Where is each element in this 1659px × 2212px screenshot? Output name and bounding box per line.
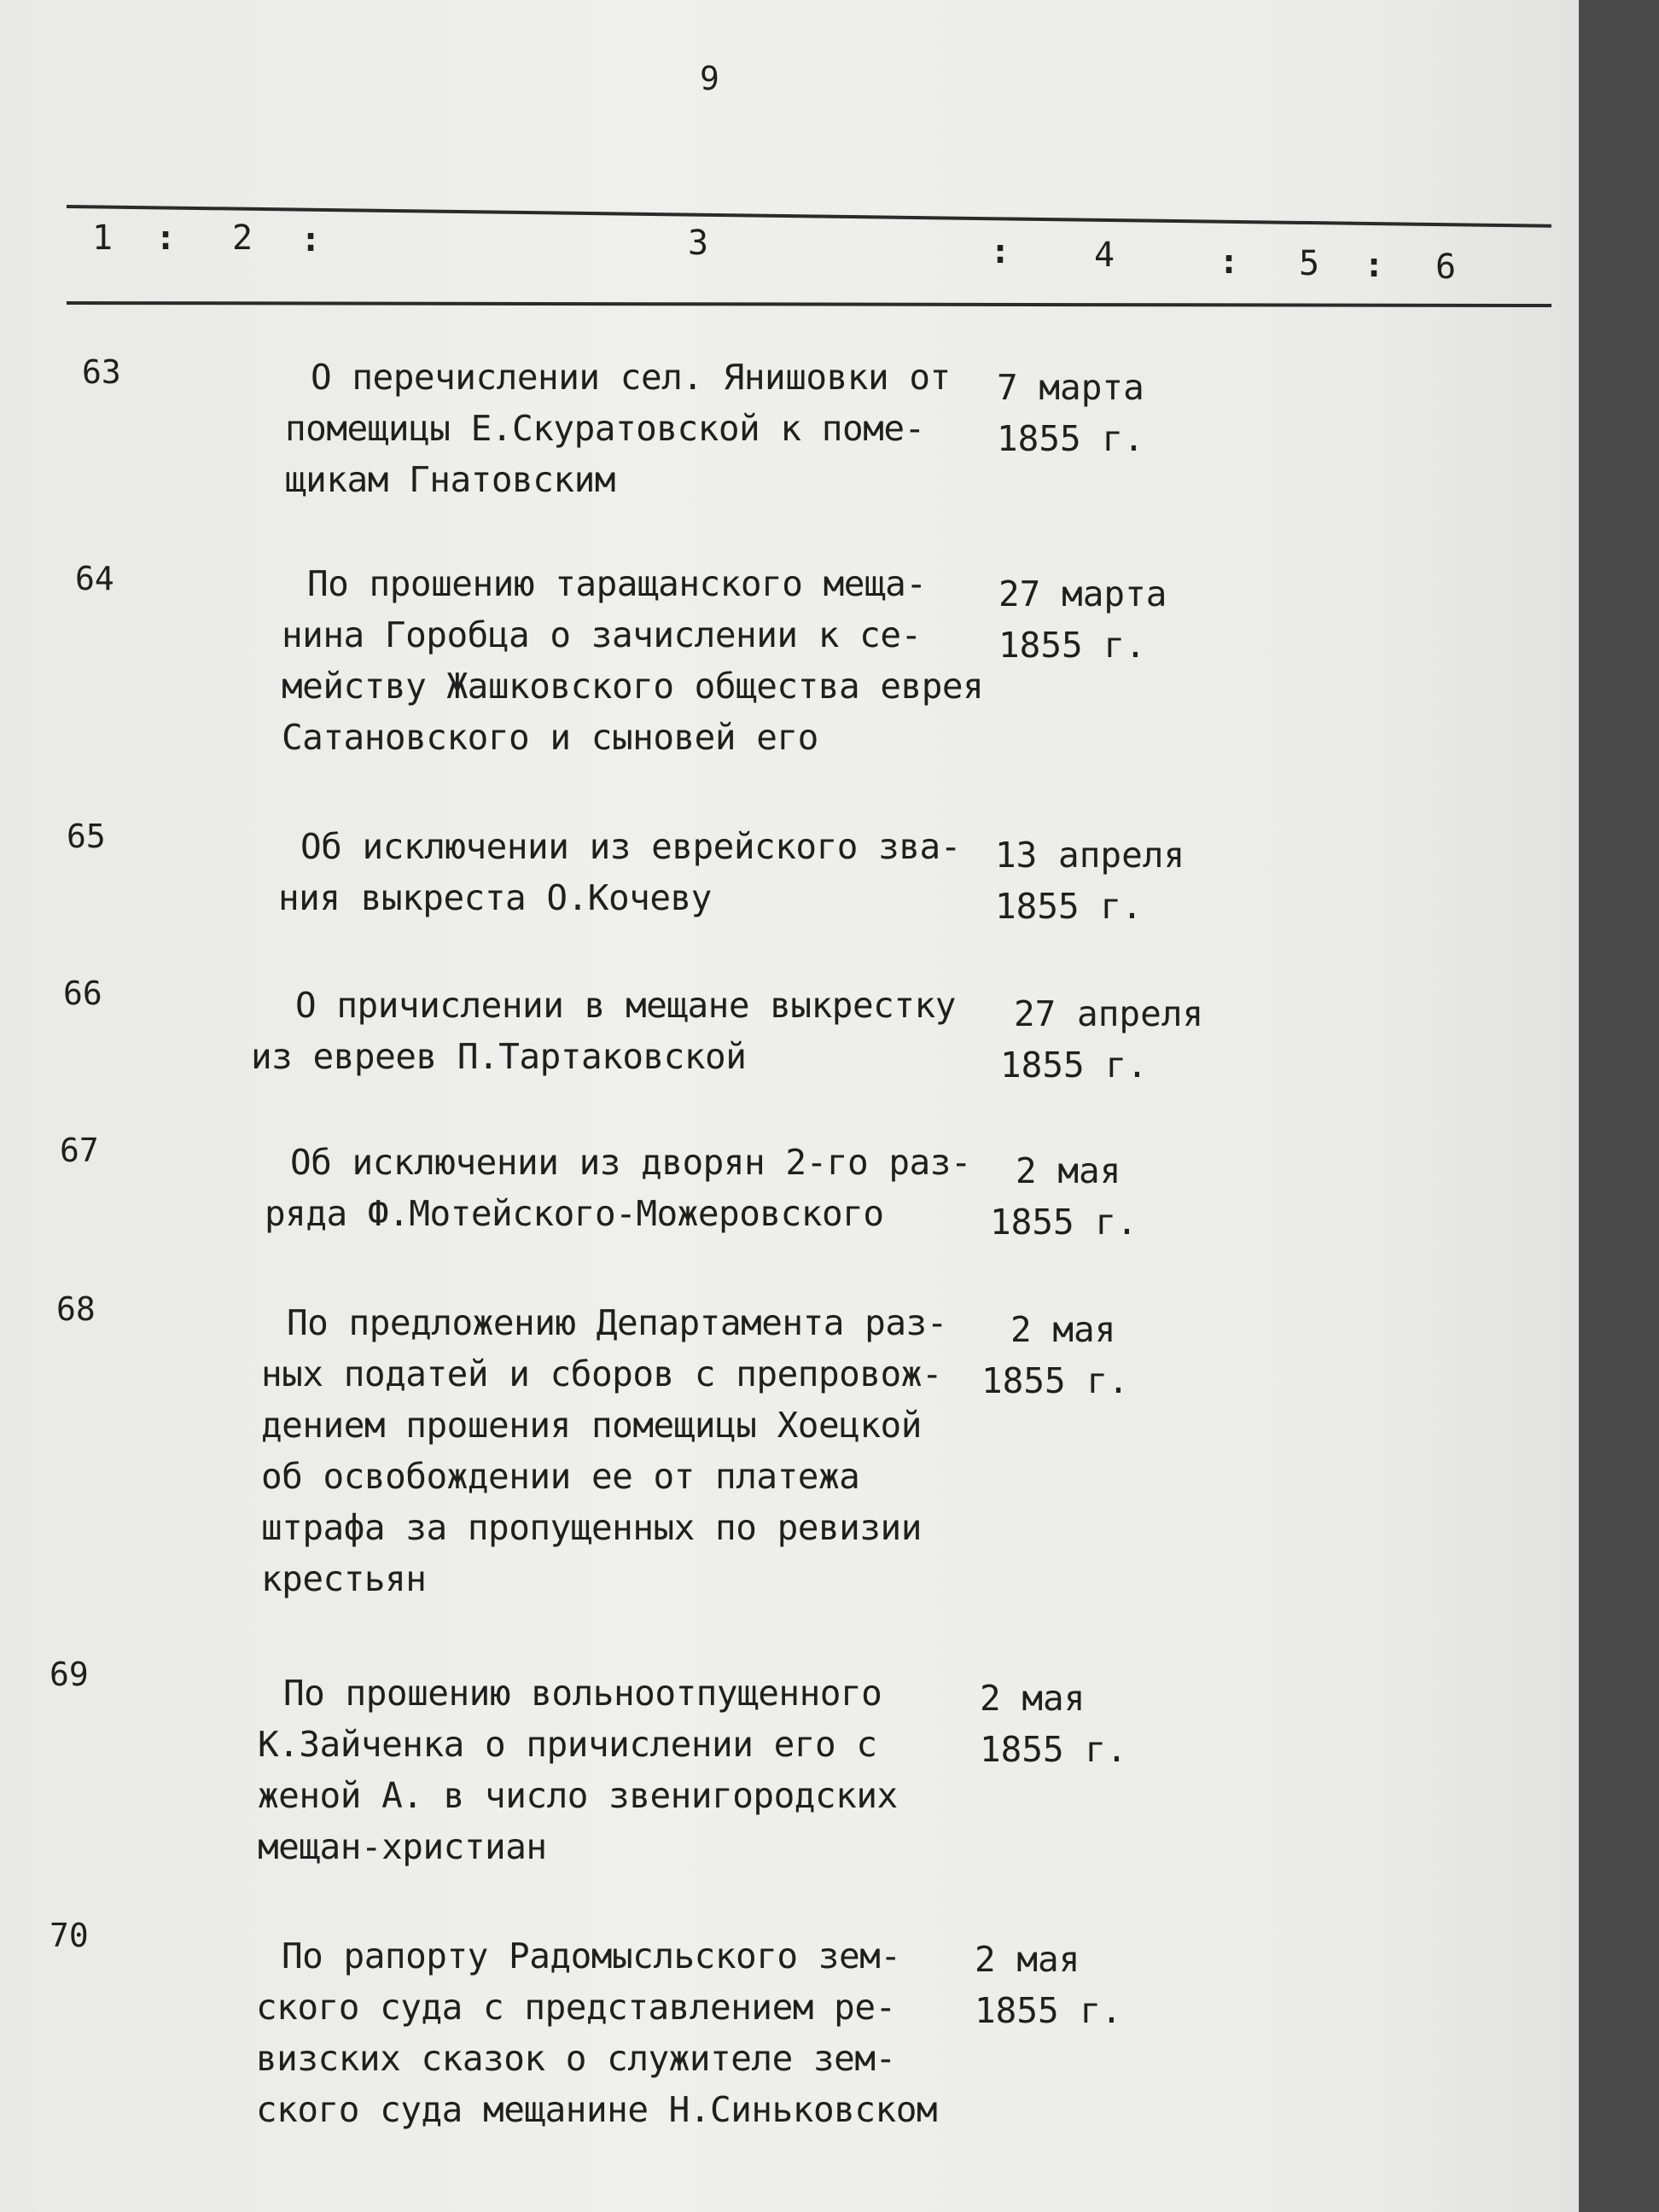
column-separator: : xyxy=(990,232,1011,271)
entry-line: мещан-христиан xyxy=(258,1826,547,1867)
date-year: 1855 г. xyxy=(980,1729,1127,1770)
entry-number: 64 xyxy=(75,560,114,597)
entry-description xyxy=(258,1668,898,1872)
entry-line: По прошению вольноотпущенного xyxy=(283,1673,882,1714)
entry-line: женой А. в число звенигородских xyxy=(258,1775,898,1816)
date-year: 1855 г. xyxy=(998,625,1146,666)
entry-description xyxy=(282,558,983,763)
date-year: 1855 г. xyxy=(975,1990,1122,2031)
entry-line: нина Горобца о зачислении к се- xyxy=(282,614,922,655)
entry-date xyxy=(975,1934,1122,2036)
entry-number: 69 xyxy=(49,1656,89,1693)
entry-line: щикам Гнатовским xyxy=(285,459,615,500)
entry-line: из евреев П.Тартаковской xyxy=(251,1036,747,1077)
entry-date xyxy=(990,1145,1138,1248)
entry-line: мейству Жашковского общества еврея xyxy=(282,666,984,707)
date-year: 1855 г. xyxy=(981,1360,1129,1401)
column-separator: : xyxy=(1219,242,1240,282)
entry-line: Сатановского и сыновей его xyxy=(282,717,818,758)
entry-description xyxy=(256,1930,937,2135)
entry-line: Об исключении из еврейского зва- xyxy=(300,826,961,867)
date-day-month: 13 апреля xyxy=(995,835,1185,876)
entry-date xyxy=(981,1304,1129,1406)
entry-date xyxy=(998,568,1167,671)
column-separator: : xyxy=(155,218,177,258)
entry-line: штрафа за пропущенных по ревизии xyxy=(261,1507,922,1548)
column-header-5: 5 xyxy=(1299,244,1320,283)
entry-line: об освобождении ее от платежа xyxy=(261,1456,860,1497)
entry-number: 67 xyxy=(60,1132,99,1169)
entry-number: 68 xyxy=(56,1290,96,1328)
header-rule-bottom xyxy=(67,301,1551,307)
column-separator: : xyxy=(1364,246,1385,285)
entry-line: дением прошения помещицы Хоецкой xyxy=(261,1405,922,1446)
date-day-month: 2 мая xyxy=(980,1678,1086,1719)
entry-line: О причислении в мещане выкрестку xyxy=(295,985,956,1026)
date-day-month: 7 марта xyxy=(997,367,1144,408)
date-day-month: 27 апреля xyxy=(1014,993,1204,1034)
entry-description xyxy=(265,1137,971,1239)
date-year: 1855 г. xyxy=(990,1202,1138,1243)
entry-line: ского суда с представлением ре- xyxy=(256,1987,896,2028)
date-day-month: 2 мая xyxy=(975,1939,1080,1980)
entry-description xyxy=(278,821,961,923)
date-day-month: 2 мая xyxy=(1016,1150,1121,1191)
entry-line: ряда Ф.Мотейского-Можеровского xyxy=(265,1193,884,1234)
entry-number: 66 xyxy=(63,975,102,1012)
entry-line: Об исключении из дворян 2-го раз- xyxy=(290,1142,972,1183)
column-header-3: 3 xyxy=(688,224,709,263)
entry-date xyxy=(995,830,1185,932)
entry-line: ского суда мещанине Н.Синьковском xyxy=(256,2089,938,2130)
entry-line: помещицы Е.Скуратовской к поме- xyxy=(285,408,925,449)
entry-line: По рапорту Радомысльского зем- xyxy=(282,1936,901,1976)
column-header-6: 6 xyxy=(1435,247,1457,287)
entry-date xyxy=(980,1673,1127,1775)
entry-description xyxy=(261,1297,947,1604)
entry-line: О перечислении сел. Янишовки от xyxy=(311,357,951,398)
entry-line: К.Зайченка о причислении его с xyxy=(258,1724,877,1765)
entry-line: крестьян xyxy=(261,1558,427,1599)
entry-line: По прошению таращанского меща- xyxy=(307,563,927,604)
entry-description xyxy=(251,980,956,1082)
column-header-2: 2 xyxy=(232,218,253,258)
entry-line: По предложению Департамента раз- xyxy=(287,1302,947,1343)
date-day-month: 27 марта xyxy=(998,573,1167,614)
column-header-1: 1 xyxy=(92,218,114,258)
date-year: 1855 г. xyxy=(997,418,1144,459)
entry-description xyxy=(285,352,951,505)
column-separator: : xyxy=(300,220,322,259)
header-rule-top xyxy=(67,205,1551,228)
entry-number: 65 xyxy=(67,818,106,855)
column-header-4: 4 xyxy=(1094,236,1115,275)
entry-date xyxy=(1000,988,1203,1091)
entry-number: 63 xyxy=(82,353,121,391)
date-year: 1855 г. xyxy=(1000,1045,1148,1086)
entry-date xyxy=(997,362,1144,464)
date-year: 1855 г. xyxy=(995,886,1143,927)
entry-line: визских сказок о служителе зем- xyxy=(256,2038,896,2079)
entry-line: ных податей и сборов с препровож- xyxy=(261,1353,943,1394)
entry-number: 70 xyxy=(49,1917,89,1954)
date-day-month: 2 мая xyxy=(1010,1309,1116,1350)
page-number: 9 xyxy=(700,60,719,97)
entry-line: ния выкреста О.Кочеву xyxy=(278,877,712,918)
